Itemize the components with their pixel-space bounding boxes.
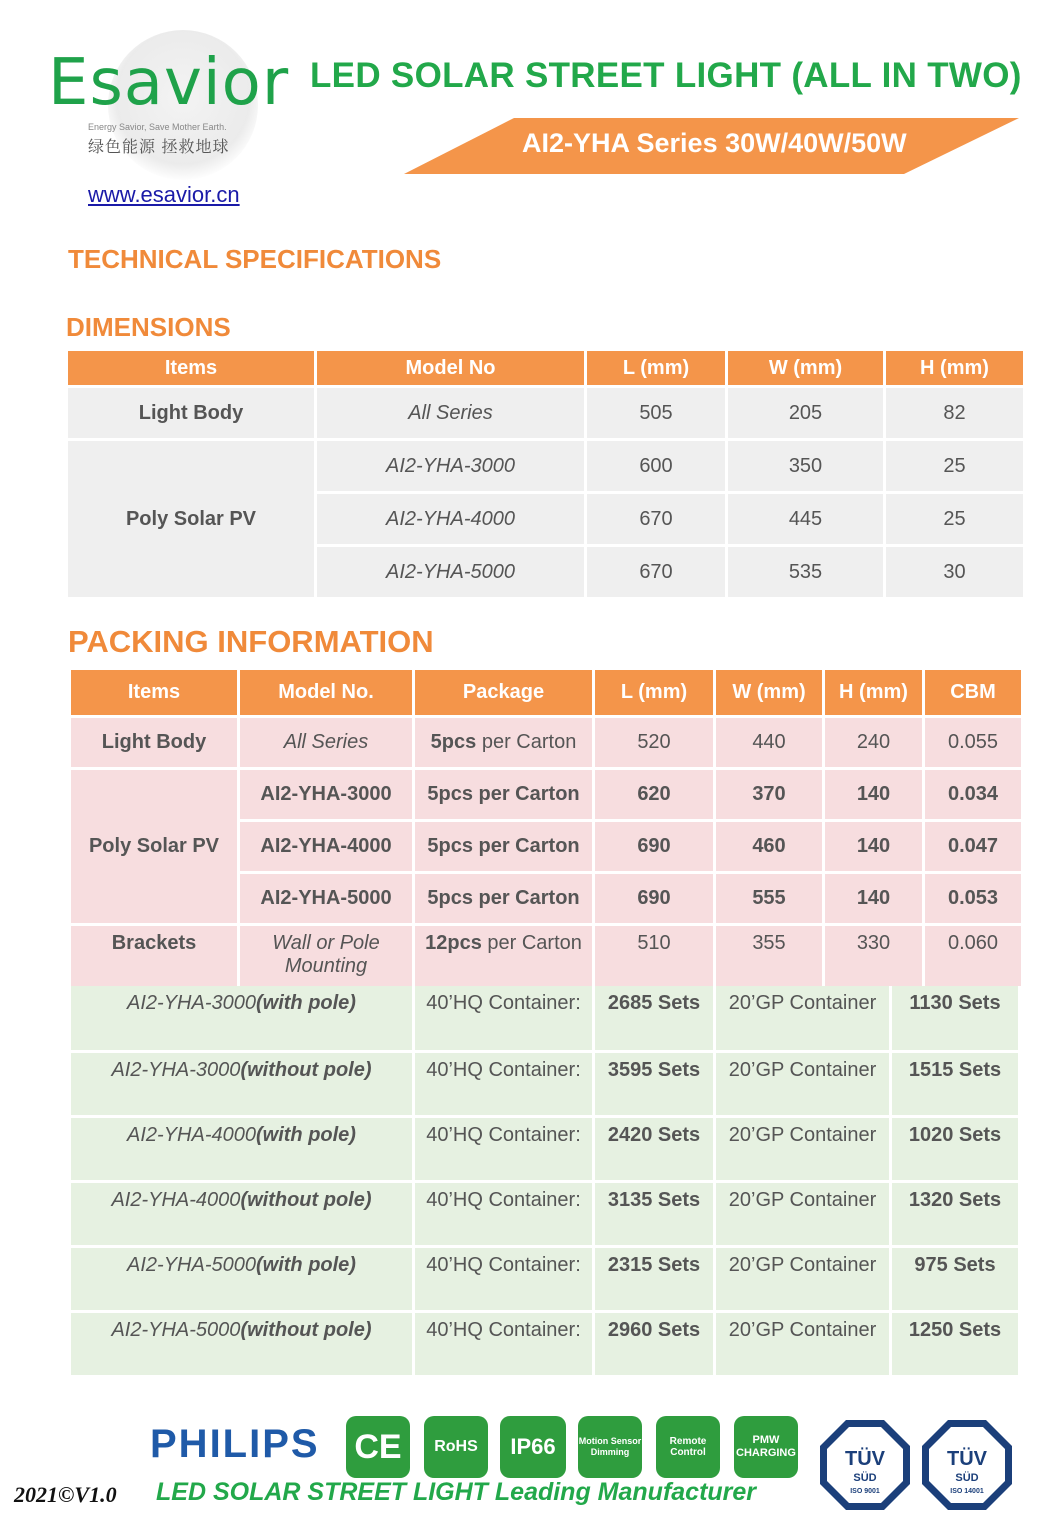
cell-20gp-label: 20’GP Container — [716, 986, 889, 1050]
col-header: W (mm) — [728, 351, 883, 385]
package-qty: 5pcs — [430, 731, 477, 753]
cell-model — [71, 1248, 412, 1310]
container-model: AI2-YHA-4000 — [111, 1189, 241, 1211]
container-note: (with pole) — [255, 1124, 356, 1146]
website-link[interactable]: www.esavior.cn — [88, 182, 240, 207]
table-row — [71, 1183, 1018, 1245]
cell-w: 445 — [728, 494, 883, 544]
series-ribbon — [404, 116, 1019, 176]
cell-20gp-label: 20’GP Container — [716, 1053, 889, 1115]
cell-package: 5pcs per Carton — [415, 822, 592, 871]
cell-20gp-qty: 1020 Sets — [892, 1118, 1018, 1180]
cell-w: 370 — [716, 770, 822, 819]
footer-tagline: LED SOLAR STREET LIGHT Leading Manufacturer — [156, 1478, 757, 1506]
tuv-seal-text: TÜV — [947, 1448, 987, 1470]
cell-40hq-label: 40’HQ Container: — [415, 1248, 592, 1310]
cell-model: All Series — [240, 718, 412, 767]
cell-w: 460 — [716, 822, 822, 871]
container-model: AI2-YHA-5000 — [127, 1254, 256, 1276]
col-header: L (mm) — [595, 670, 713, 715]
cell-20gp-label: 20’GP Container — [716, 1248, 889, 1310]
cell-cbm: 0.047 — [925, 822, 1021, 871]
cell-item: Poly Solar PV — [68, 441, 314, 597]
tuv-seal-sub: SÜD — [955, 1472, 979, 1484]
cell-model: AI2-YHA-5000 — [317, 547, 584, 597]
container-note: (without pole) — [240, 1319, 372, 1341]
cell-l: 520 — [595, 718, 713, 767]
cell-h: 25 — [886, 441, 1023, 491]
cell-w: 535 — [728, 547, 883, 597]
cell-model — [71, 1313, 412, 1375]
ip66-badge-icon: IP66 — [500, 1416, 566, 1478]
cell-h: 140 — [825, 770, 922, 819]
table-row — [71, 770, 1021, 819]
cell-20gp-label: 20’GP Container — [716, 1183, 889, 1245]
col-header: CBM — [925, 670, 1021, 715]
container-note: (without pole) — [240, 1189, 372, 1211]
cell-package: 5pcs per Carton — [415, 874, 592, 923]
container-loading-table — [68, 983, 1021, 1378]
container-note: (with pole) — [255, 992, 356, 1014]
cell-h: 82 — [886, 388, 1023, 438]
cell-20gp-qty: 1320 Sets — [892, 1183, 1018, 1245]
pmw-charging-badge-icon: PMW CHARGING — [734, 1416, 798, 1478]
cell-l: 670 — [587, 547, 725, 597]
table-row — [71, 1313, 1018, 1375]
tuv-seal-text: TÜV — [845, 1448, 885, 1470]
document-version: 2021©V1.0 — [14, 1482, 117, 1507]
table-row — [71, 1053, 1018, 1115]
logo-tagline: Energy Savior, Save Mother Earth. — [88, 122, 227, 132]
page-title: LED SOLAR STREET LIGHT (ALL IN TWO) — [310, 56, 1022, 95]
cell-model: AI2-YHA-3000 — [317, 441, 584, 491]
container-model: AI2-YHA-3000 — [127, 992, 256, 1014]
cell-model: All Series — [317, 388, 584, 438]
col-header: Model No — [317, 351, 584, 385]
cell-cbm: 0.034 — [925, 770, 1021, 819]
cell-40hq-label: 40’HQ Container: — [415, 1118, 592, 1180]
cell-l: 620 — [595, 770, 713, 819]
dimensions-table — [65, 348, 1026, 600]
cell-40hq-label: 40’HQ Container: — [415, 1313, 592, 1375]
cell-h: 240 — [825, 718, 922, 767]
table-row — [71, 926, 1021, 986]
cell-model: AI2-YHA-4000 — [317, 494, 584, 544]
cell-20gp-qty: 1515 Sets — [892, 1053, 1018, 1115]
table-row — [71, 1248, 1018, 1310]
dimensions-heading: DIMENSIONS — [66, 312, 231, 342]
package-unit: per Carton — [476, 731, 577, 753]
table-row — [71, 986, 1018, 1050]
cell-model — [71, 986, 412, 1050]
cell-40hq-qty: 3595 Sets — [595, 1053, 713, 1115]
cell-cbm: 0.053 — [925, 874, 1021, 923]
container-model: AI2-YHA-4000 — [127, 1124, 256, 1146]
container-note: (with pole) — [255, 1254, 356, 1276]
cell-l: 510 — [595, 926, 713, 986]
cell-20gp-label: 20’GP Container — [716, 1313, 889, 1375]
cell-40hq-qty: 2315 Sets — [595, 1248, 713, 1310]
rohs-badge-icon: RoHS — [424, 1416, 488, 1478]
col-header: H (mm) — [886, 351, 1023, 385]
cell-h: 140 — [825, 822, 922, 871]
cell-model — [71, 1183, 412, 1245]
cell-h: 140 — [825, 874, 922, 923]
cell-package — [415, 926, 592, 986]
container-note: (without pole) — [240, 1059, 372, 1081]
remote-control-badge-icon: Remote Control — [656, 1416, 720, 1478]
col-header: Items — [71, 670, 237, 715]
cell-40hq-qty: 2685 Sets — [595, 986, 713, 1050]
logo-chinese-slogan: 绿色能源 拯救地球 — [88, 139, 230, 156]
tuv-iso14001-seal-icon — [920, 1418, 1014, 1512]
tuv-seal-iso: ISO 9001 — [850, 1488, 880, 1495]
cell-w: 555 — [716, 874, 822, 923]
package-unit: per Carton — [481, 932, 582, 954]
table-row — [68, 441, 1023, 491]
cell-l: 670 — [587, 494, 725, 544]
cell-w: 205 — [728, 388, 883, 438]
cell-item: Light Body — [68, 388, 314, 438]
packing-information-heading: PACKING INFORMATION — [68, 624, 434, 659]
cell-20gp-qty: 975 Sets — [892, 1248, 1018, 1310]
technical-specifications-heading: TECHNICAL SPECIFICATIONS — [68, 244, 442, 274]
cell-item: Poly Solar PV — [71, 770, 237, 923]
tuv-seal-sub: SÜD — [853, 1472, 877, 1484]
cell-40hq-label: 40’HQ Container: — [415, 986, 592, 1050]
motion-sensor-badge-icon: Motion Sensor Dimming — [578, 1416, 642, 1478]
col-header: Package — [415, 670, 592, 715]
ce-badge-icon: CE — [346, 1416, 410, 1478]
cell-package: 5pcs per Carton — [415, 770, 592, 819]
col-header: W (mm) — [716, 670, 822, 715]
cell-cbm: 0.055 — [925, 718, 1021, 767]
container-model: AI2-YHA-5000 — [111, 1319, 241, 1341]
cell-40hq-label: 40’HQ Container: — [415, 1183, 592, 1245]
cell-l: 600 — [587, 441, 725, 491]
cell-40hq-qty: 3135 Sets — [595, 1183, 713, 1245]
table-row — [71, 718, 1021, 767]
company-logo — [48, 40, 288, 180]
cell-h: 30 — [886, 547, 1023, 597]
packing-table — [68, 667, 1024, 989]
cell-cbm: 0.060 — [925, 926, 1021, 986]
cell-model: AI2-YHA-4000 — [240, 822, 412, 871]
cell-40hq-qty: 2420 Sets — [595, 1118, 713, 1180]
cell-model — [71, 1053, 412, 1115]
table-header-row — [71, 670, 1021, 715]
tuv-seal-iso: ISO 14001 — [950, 1488, 984, 1495]
cell-l: 505 — [587, 388, 725, 438]
container-model: AI2-YHA-3000 — [111, 1059, 241, 1081]
cell-40hq-label: 40’HQ Container: — [415, 1053, 592, 1115]
cell-model: Wall or Pole Mounting — [240, 926, 412, 986]
cell-item: Light Body — [71, 718, 237, 767]
cell-h: 25 — [886, 494, 1023, 544]
cell-w: 355 — [716, 926, 822, 986]
cell-model: AI2-YHA-3000 — [240, 770, 412, 819]
philips-logo: PHILIPS — [150, 1422, 320, 1466]
col-header: Model No. — [240, 670, 412, 715]
cell-20gp-label: 20’GP Container — [716, 1118, 889, 1180]
cell-item: Brackets — [71, 926, 237, 986]
cell-40hq-qty: 2960 Sets — [595, 1313, 713, 1375]
col-header: L (mm) — [587, 351, 725, 385]
cell-w: 440 — [716, 718, 822, 767]
cell-20gp-qty: 1250 Sets — [892, 1313, 1018, 1375]
col-header: H (mm) — [825, 670, 922, 715]
table-row — [71, 1118, 1018, 1180]
cell-package — [415, 718, 592, 767]
cell-20gp-qty: 1130 Sets — [892, 986, 1018, 1050]
cell-l: 690 — [595, 822, 713, 871]
col-header: Items — [68, 351, 314, 385]
logo-wordmark: Esavior — [48, 46, 290, 120]
cell-model — [71, 1118, 412, 1180]
package-qty: 12pcs — [425, 932, 482, 954]
cell-h: 330 — [825, 926, 922, 986]
cell-l: 690 — [595, 874, 713, 923]
table-header-row — [68, 351, 1023, 385]
table-row — [68, 388, 1023, 438]
tuv-iso9001-seal-icon — [818, 1418, 912, 1512]
cell-model: AI2-YHA-5000 — [240, 874, 412, 923]
series-subtitle: AI2-YHA Series 30W/40W/50W — [522, 128, 907, 158]
cell-w: 350 — [728, 441, 883, 491]
